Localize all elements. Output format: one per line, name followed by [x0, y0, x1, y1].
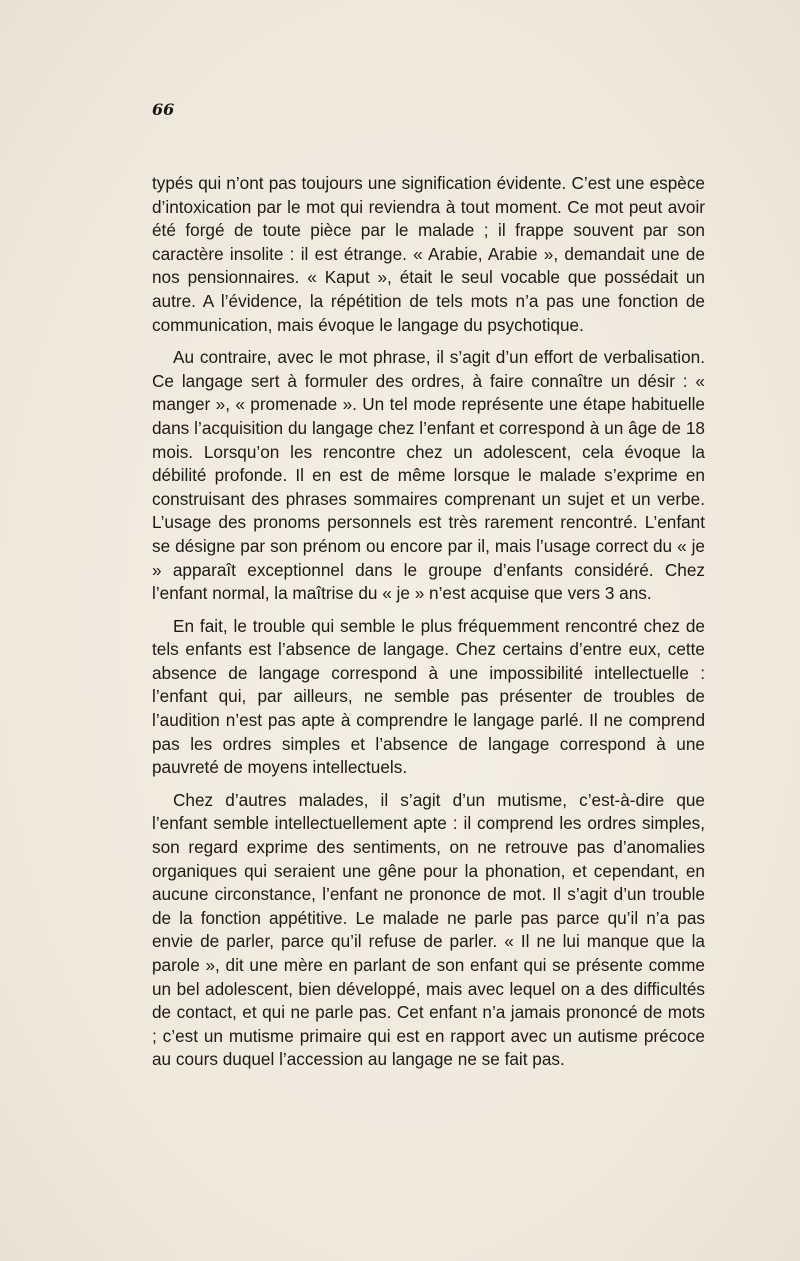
paragraph-absence-langage: En fait, le trouble qui semble le plus fréquemment rencontré chez de tels enfants est l’absence de langage. Chez certains d’entre eux, cette absence de langage correspond à une impossibilité intellectuelle : l’enfant qui, par ailleurs, ne semble pas présenter de troubles de l’audition n’est pas apte à comprendre le langage parlé. Il ne comprend pas les ordres simples et l’absence de langage correspond à une pauvreté de moyens intellectuels.	[152, 615, 705, 778]
paragraph-mutisme: Chez d’autres malades, il s’agit d’un mutisme, c’est-à-dire que l’enfant semble intellectuellement apte : il comprend les ordres simples, son regard exprime des sentiments, on ne retrouve pas d’anomalies organiques qui seraient une gêne pour la phonation, et cependant, en aucune circonstance, l’enfant ne prononce de mot. Il s’agit d’un trouble de la fonction appétitive. Le malade ne parle pas parce qu’il n’a pas envie de parler, parce qu’il refuse de parler. « Il ne lui manque que la parole », dit une mère en parlant de son enfant qui se présente comme un bel adolescent, bien développé, mais avec lequel on a des difficultés de contact, et qui ne parle pas. Cet enfant n’a jamais prononcé de mots ; c’est un mutisme primaire qui est en rapport avec un autisme précoce au cours duquel l’accession au langage ne se fait pas.	[152, 789, 705, 1070]
paragraph-continuation: typés qui n’ont pas toujours une signification évidente. C’est une espèce d’intoxication par le mot qui reviendra à tout moment. Ce mot peut avoir été forgé de toute pièce par le malade ; il frappe souvent par son caractère insolite : il est étrange. « Arabie, Arabie », demandait une de nos pensionnaires. « Kaput », était le seul vocable que possédait un autre. A l’évidence, la répétition de tels mots n’a pas une fonction de communication, mais évoque le langage du psychotique.	[152, 173, 705, 335]
page-number: 66	[152, 100, 175, 119]
body-text	[152, 172, 705, 1081]
paragraph-mot-phrase: Au contraire, avec le mot phrase, il s’agit d’un effort de verbalisation. Ce langage sert à formuler des ordres, à faire connaître un désir : « manger », « promenade ». Un tel mode représente une étape habituelle dans l’acquisition du langage chez l’enfant et correspond à un âge de 18 mois. Lorsqu’on les rencontre chez un adolescent, cela évoque la débilité profonde. Il en est de même lorsque le malade s’exprime en construisant des phrases sommaires comprenant un sujet et un verbe. L’usage des pronoms personnels est très rarement rencontré. L’enfant se désigne par son prénom ou encore par il, mais l’usage correct du « je » apparaît exceptionnel dans le groupe d’enfants considéré. Chez l’enfant normal, la maîtrise du « je » n’est acquise que vers 3 ans.	[152, 347, 705, 604]
